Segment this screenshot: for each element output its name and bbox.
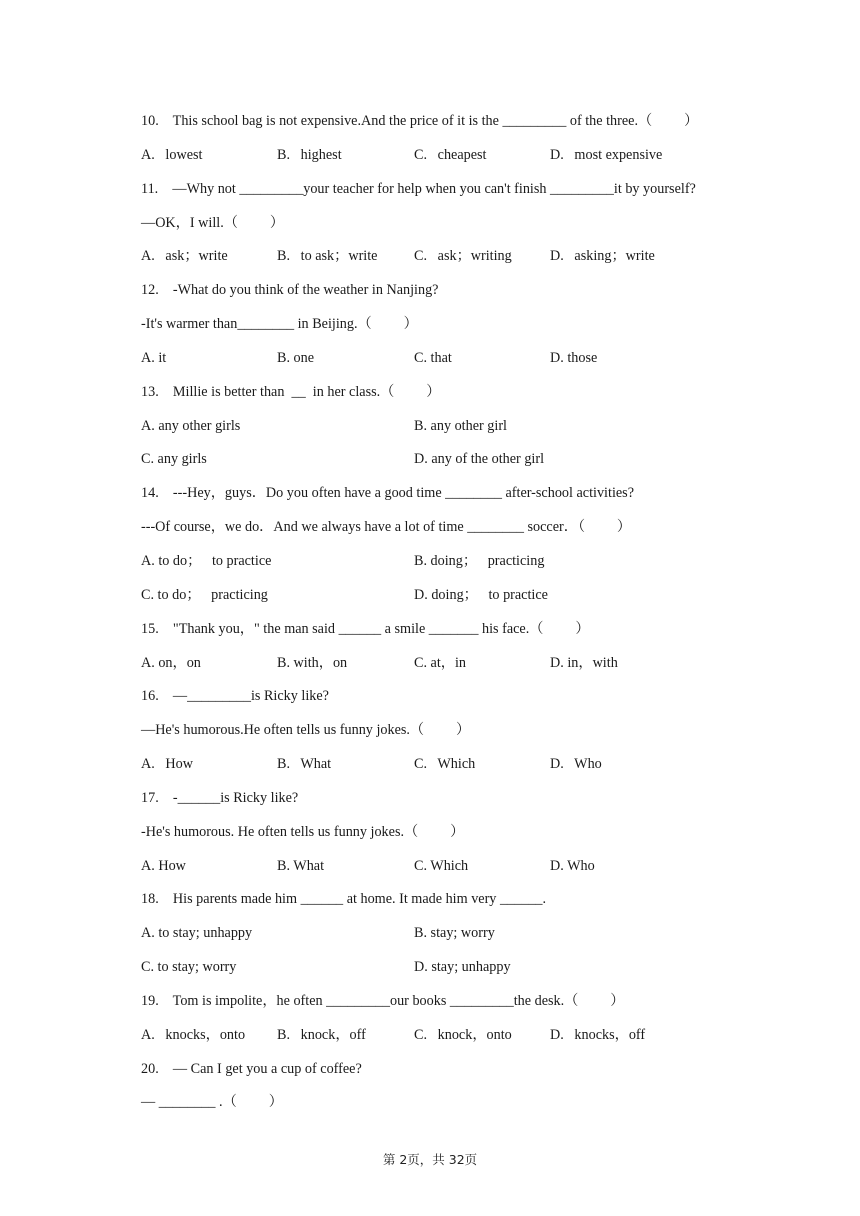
question [141, 376, 781, 478]
question [141, 274, 781, 376]
answer-option: B. What [277, 756, 332, 773]
answer-option: C. at，in [414, 654, 467, 671]
question [141, 105, 781, 173]
answer-option: A. How [141, 756, 194, 773]
answer-option: C. to do； practicing [141, 586, 268, 603]
options-row [141, 1019, 781, 1053]
question [141, 985, 781, 1053]
options-row [141, 917, 781, 951]
question-stem: 12. -What do you think of the weather in Nanjing? [141, 282, 439, 299]
answer-option: C. that [414, 349, 452, 366]
question-list [141, 105, 781, 1120]
question [141, 477, 781, 612]
question-stem: 15. "Thank you，" the man said ______ a smile _______ his face.（ ） [141, 620, 590, 637]
answer-option: B. to ask；write [277, 248, 378, 265]
question-stem: 16. —_________is Ricky like? [141, 688, 329, 705]
answer-option: A. any other girls [141, 417, 241, 434]
answer-option: B. one [277, 349, 315, 366]
answer-option: A. to stay; unhappy [141, 925, 253, 942]
question-stem: 19. Tom is impolite，he often _________our books _________the desk.（ ） [141, 992, 625, 1009]
options-row [141, 579, 781, 613]
question [141, 782, 781, 884]
answer-option: D. knocks，off [550, 1026, 646, 1043]
answer-option: B. knock，off [277, 1026, 366, 1043]
question [141, 1053, 781, 1121]
answer-option: A. knocks，onto [141, 1026, 246, 1043]
answer-option: D. doing； to practice [414, 586, 548, 603]
answer-option: C. ask；writing [414, 248, 512, 265]
answer-option: B. stay; worry [414, 925, 495, 942]
answer-option: A. it [141, 349, 167, 366]
answer-option: D. asking；write [550, 248, 655, 265]
answer-option: D. stay; unhappy [414, 959, 511, 976]
page-footer: 第 2页，共 32页 [382, 1152, 478, 1167]
answer-option: A. on，on [141, 654, 201, 671]
answer-option: A. How [141, 857, 186, 874]
answer-option: C. knock，onto [414, 1026, 512, 1043]
question-stem: 10. This school bag is not expensive.And the price of it is the _________ of the three.（ ） [141, 113, 699, 129]
question-line: -He's humorous. He often tells us funny jokes.（ ） [141, 823, 465, 840]
question [141, 680, 781, 782]
options-row [141, 545, 781, 579]
answer-option: A. to do； to practice [141, 552, 272, 569]
question-line: —OK，I will.（ ） [141, 214, 285, 231]
question [141, 883, 781, 985]
options-row [141, 240, 781, 274]
options-row [141, 443, 781, 477]
question-line: -It's warmer than________ in Beijing.（ ） [141, 316, 418, 333]
answer-option: D. most expensive [550, 146, 663, 163]
answer-option: C. any girls [141, 451, 207, 468]
options-row [141, 748, 781, 782]
question-line: —He's humorous.He often tells us funny jokes.（ ） [141, 722, 471, 739]
options-row [141, 410, 781, 444]
options-row [141, 139, 781, 173]
answer-option: B. doing； practicing [414, 552, 545, 569]
answer-option: B. with，on [277, 654, 348, 671]
options-row [141, 647, 781, 681]
question-stem: 17. -______is Ricky like? [141, 789, 299, 806]
question-stem: 18. His parents made him ______ at home. It made him very ______. [141, 891, 547, 908]
answer-option: D. any of the other girl [414, 451, 545, 468]
question [141, 613, 781, 681]
answer-option: A. lowest [141, 146, 203, 163]
answer-option: D. Who [550, 857, 595, 874]
options-row [141, 342, 781, 376]
answer-option: C. to stay; worry [141, 959, 237, 976]
answer-option: C. Which [414, 857, 469, 874]
options-row [141, 850, 781, 884]
answer-option: C. cheapest [414, 146, 487, 163]
question-stem: 20. — Can I get you a cup of coffee? [141, 1060, 362, 1077]
question-stem: 11. —Why not _________your teacher for help when you can't finish _________it by yourself? [141, 180, 696, 197]
answer-option: B. any other girl [414, 417, 507, 434]
question-stem: 13. Millie is better than __ in her class.（ ） [141, 383, 441, 400]
answer-option: D. Who [550, 756, 602, 773]
answer-option: B. What [277, 857, 325, 874]
question [141, 173, 781, 275]
answer-option: B. highest [277, 146, 342, 163]
options-row [141, 951, 781, 985]
question-line: ---Of course，we do．And we always have a lot of time ________ soccer．（ ） [141, 519, 632, 536]
question-stem: 14. ---Hey，guys．Do you often have a good time ________ after-school activities? [141, 485, 635, 502]
question-line: — ________ .（ ） [141, 1094, 283, 1111]
answer-option: A. ask；write [141, 248, 228, 265]
answer-option: D. in，with [550, 654, 618, 671]
answer-option: D. those [550, 349, 598, 366]
answer-option: C. Which [414, 756, 476, 773]
